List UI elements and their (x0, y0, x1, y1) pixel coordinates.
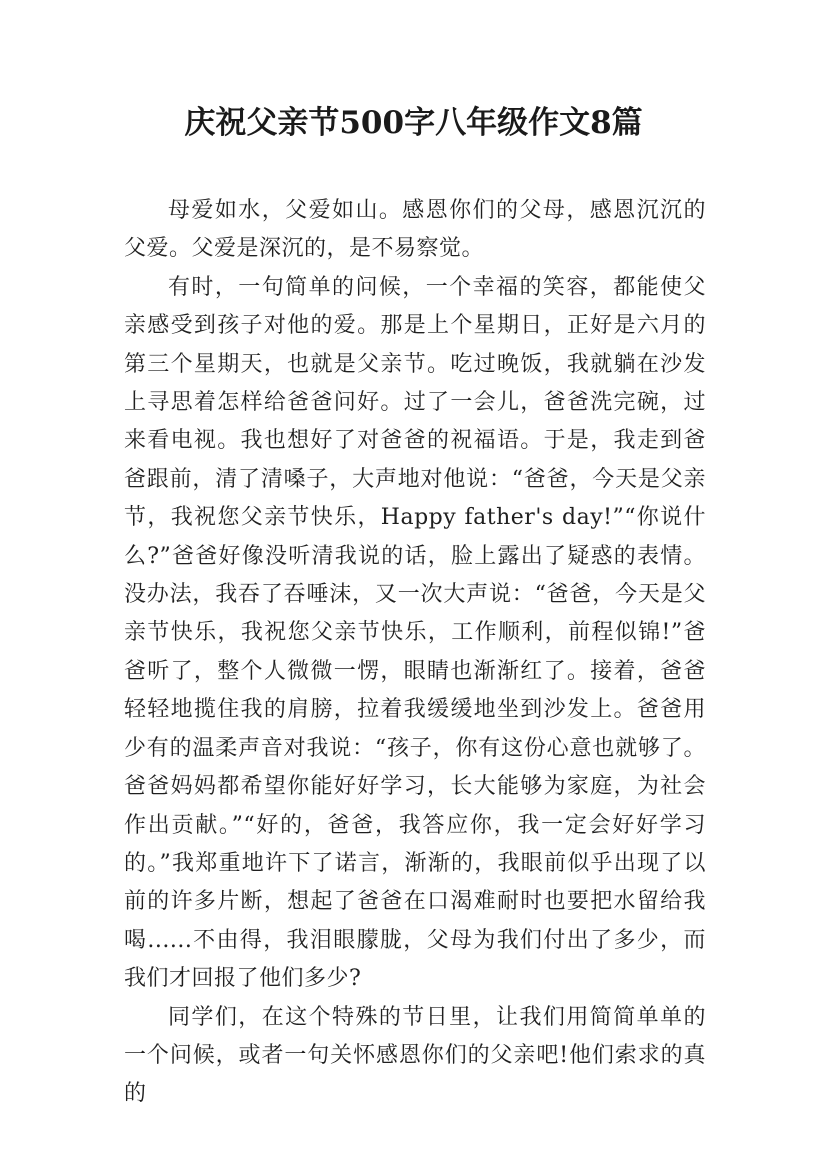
document-body (124, 192, 706, 1114)
paragraph-2: 有时，一句简单的问候，一个幸福的笑容，都能使父亲感受到孩子对他的爱。那是上个星期日，正好是六月的第三个星期天，也就是父亲节。吃过晚饭，我就躺在沙发上寻思着怎样给爸爸问好。过了一会儿，爸爸洗完碗，过来看电视。我也想好了对爸爸的祝福语。于是，我走到爸爸跟前，清了清嗓子，大声地对他说：“爸爸，今天是父亲节，我祝您父亲节快乐，Happy father's day!”“你说什么?”爸爸好像没听清我说的话，脸上露出了疑惑的表情。没办法，我吞了吞唾沫，又一次大声说：“爸爸，今天是父亲节快乐，我祝您父亲节快乐，工作顺利，前程似锦!”爸爸听了，整个人微微一愣，眼睛也渐渐红了。接着，爸爸轻轻地揽住我的肩膀，拉着我缓缓地坐到沙发上。爸爸用少有的温柔声音对我说：“孩子，你有这份心意也就够了。爸爸妈妈都希望你能好好学习，长大能够为家庭，为社会作出贡献。”“好的，爸爸，我答应你，我一定会好好学习的。”我郑重地许下了诺言，渐渐的，我眼前似乎出现了以前的许多片断，想起了爸爸在口渴难耐时也要把水留给我喝......不由得，我泪眼朦胧，父母为我们付出了多少，而我们才回报了他们多少? (124, 274, 706, 992)
paragraph-1: 母爱如水，父爱如山。感恩你们的父母，感恩沉沉的父爱。父爱是深沉的，是不易察觉。 (124, 198, 706, 262)
document-title: 庆祝父亲节500字八年级作文8篇 (184, 105, 643, 141)
paragraph-3: 同学们，在这个特殊的节日里，让我们用简简单单的一个问候，或者一句关怀感恩你们的父亲吧!他们索求的真的 (124, 1004, 706, 1107)
